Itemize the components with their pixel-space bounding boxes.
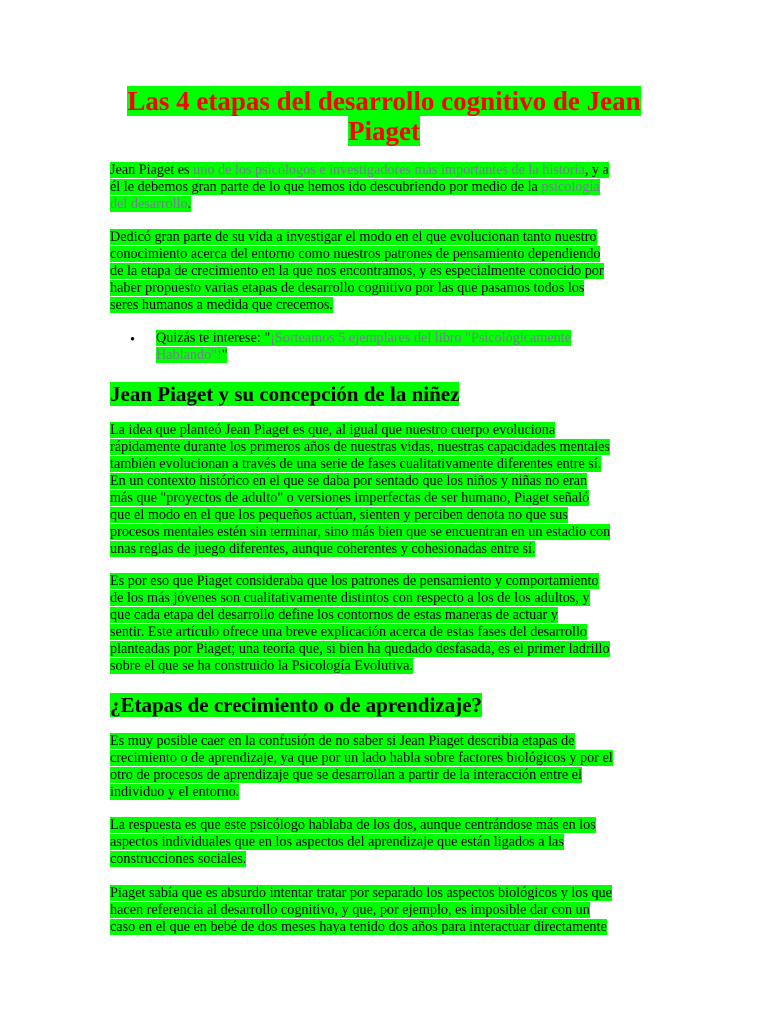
title-line-1: Las 4 etapas del desarrollo cognitivo de Jean xyxy=(127,86,641,116)
paragraph-line: caso en el que en bebé de dos meses haya tenido dos años para interactuar directamente xyxy=(110,919,607,935)
link-developmental-psychology[interactable]: psicología xyxy=(541,179,600,195)
paragraph-line: Es por eso que Piaget consideraba que los patrones de pensamiento y comportamiento xyxy=(110,573,599,589)
paragraph-line: La idea que planteó Jean Piaget es que, al igual que nuestro cuerpo evoluciona xyxy=(110,422,556,438)
intro-text: . xyxy=(187,196,192,212)
paragraph-line: que cada etapa del desarrollo define los contornos de estas maneras de actuar y xyxy=(110,607,558,623)
paragraph-line: haber propuesto varias etapas de desarrollo cognitivo por las que pasamos todos los xyxy=(110,280,585,296)
page-title xyxy=(110,86,658,146)
paragraph-line: sentir. Este artículo ofrece una breve explicación acerca de estas fases del desarrollo xyxy=(110,624,588,640)
paragraph-line: planteadas por Piaget; una teoría que, si bien ha quedado desfasada, es el primer ladrillo xyxy=(110,641,610,657)
section1-paragraph-1 xyxy=(110,422,660,558)
paragraph-line: de la etapa de crecimiento en la que nos encontramos, y es especialmente conocido por xyxy=(110,263,604,279)
heading-text: ¿Etapas de crecimiento o de aprendizaje? xyxy=(110,693,482,717)
section-heading-stages xyxy=(110,692,482,718)
paragraph-line: En un contexto histórico en el que se daba por sentado que los niños y niñas no eran xyxy=(110,473,588,489)
paragraph-line: construcciones sociales. xyxy=(110,851,247,867)
related-article xyxy=(156,330,571,364)
link-giveaway-cont[interactable]: Hablando"! xyxy=(156,347,222,363)
title-line-2: Piaget xyxy=(348,116,420,146)
link-developmental-psychology-cont[interactable]: del desarrollo xyxy=(110,196,188,212)
paragraph-line: procesos mentales estén sin terminar, sino más bien que se encuentran en un estadio con xyxy=(110,524,611,540)
link-giveaway[interactable]: ¡Sorteamos 5 ejemplares del libro "Psicológicamente xyxy=(270,330,572,346)
section1-paragraph-2 xyxy=(110,573,660,675)
section2-paragraph-2 xyxy=(110,817,660,868)
related-prefix: Quizás te interese: " xyxy=(156,330,271,346)
paragraph-line: hacen referencia al desarrollo cognitivo, y que, por ejemplo, es imposible dar con un xyxy=(110,902,590,918)
paragraph-line: conocimiento acerca del entorno como nuestros patrones de pensamiento dependiendo xyxy=(110,246,601,262)
intro-text: , y a xyxy=(584,162,609,178)
paragraph-line: de los más jóvenes son cualitativamente distintos con respecto a los de los adultos, y xyxy=(110,590,590,606)
section2-paragraph-1 xyxy=(110,733,660,801)
paragraph-line: unas reglas de juego diferentes, aunque coherentes y cohesionadas entre sí. xyxy=(110,541,536,557)
intro-paragraph-1 xyxy=(110,162,660,213)
related-suffix: " xyxy=(221,347,228,363)
paragraph-line: Es muy posible caer en la confusión de no saber si Jean Piaget describía etapas de xyxy=(110,733,575,749)
paragraph-line: aspectos individuales que en los aspectos del aprendizaje que están ligados a las xyxy=(110,834,564,850)
section-heading-childhood xyxy=(110,381,459,407)
paragraph-line: sobre el que se ha construido la Psicología Evolutiva. xyxy=(110,658,413,674)
paragraph-line: también evolucionan a través de una serie de fases cualitativamente diferentes entre sí. xyxy=(110,456,602,472)
section2-paragraph-3 xyxy=(110,885,660,936)
intro-text: él le debemos gran parte de lo que hemos ido descubriendo por medio de la xyxy=(110,179,542,195)
bullet-icon: • xyxy=(130,332,135,348)
paragraph-line: rápidamente durante los primeros años de nuestras vidas, nuestras capacidades mentales xyxy=(110,439,610,455)
link-important-psychologists[interactable]: uno de los psicólogos e investigadores más importantes de la historia xyxy=(193,162,585,178)
paragraph-line: Dedicó gran parte de su vida a investigar el modo en el que evolucionan tanto nuestro xyxy=(110,229,597,245)
paragraph-line: más que "proyectos de adulto" o versiones imperfectas de ser humano, Piaget señaló xyxy=(110,490,590,506)
paragraph-line: La respuesta es que este psicólogo hablaba de los dos, aunque centrándose más en los xyxy=(110,817,596,833)
paragraph-line: que el modo en el que los pequeños actúan, sienten y perciben denota no que sus xyxy=(110,507,568,523)
paragraph-line: otro de procesos de aprendizaje que se desarrollan a partir de la interacción entre el xyxy=(110,767,582,783)
paragraph-line: Piaget sabía que es absurdo intentar tratar por separado los aspectos biológicos y los que xyxy=(110,885,612,901)
intro-paragraph-2 xyxy=(110,229,660,314)
paragraph-line: individuo y el entorno. xyxy=(110,784,240,800)
heading-text: Jean Piaget y su concepción de la niñez xyxy=(110,382,460,406)
paragraph-line: seres humanos a medida que crecemos. xyxy=(110,297,333,313)
paragraph-line: crecimiento o de aprendizaje, ya que por un lado habla sobre factores biológicos y por el xyxy=(110,750,613,766)
intro-text: Jean Piaget es xyxy=(110,162,194,178)
